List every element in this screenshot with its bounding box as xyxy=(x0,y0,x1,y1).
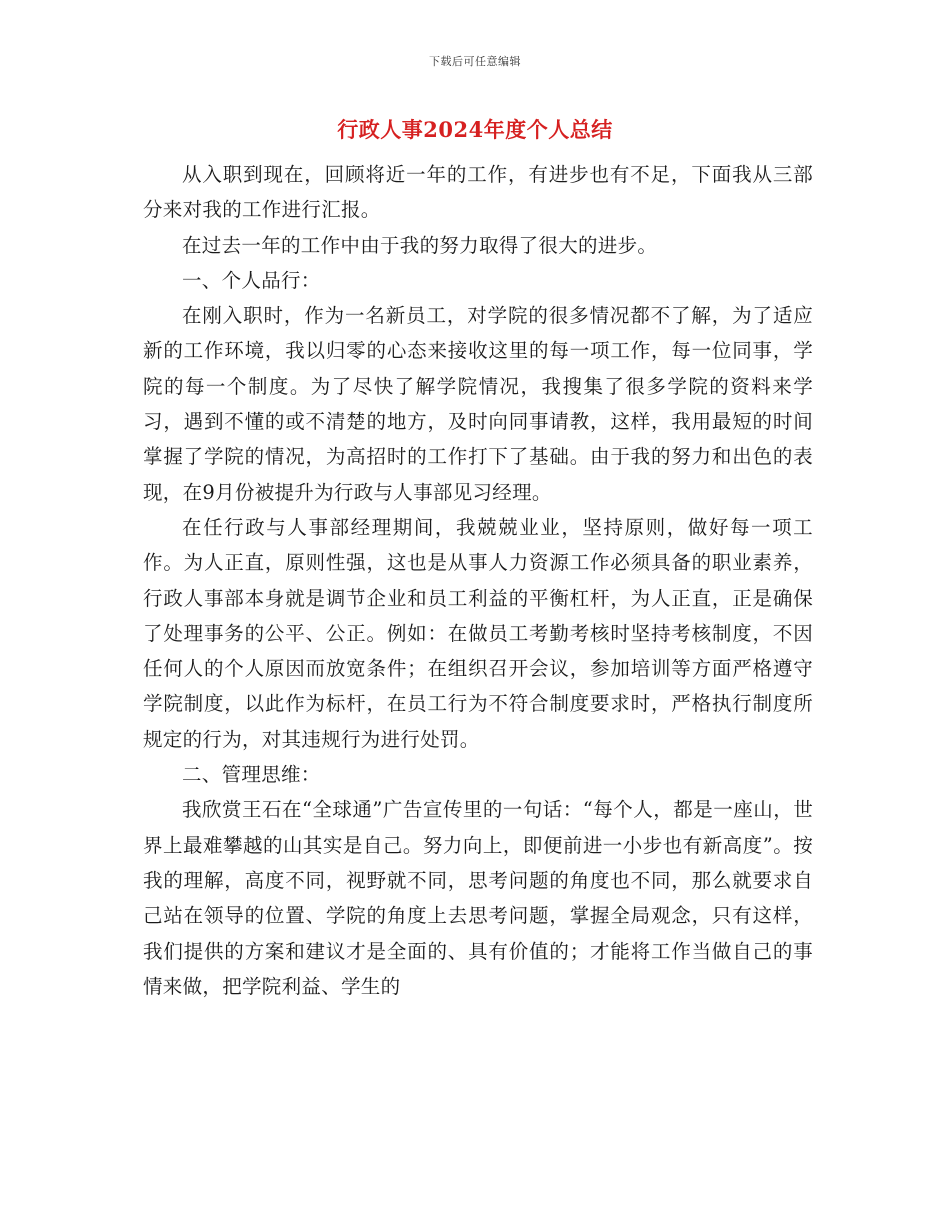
paragraph-intro: 从入职到现在，回顾将近一年的工作，有进步也有不足，下面我从三部分来对我的工作进行汇报。 xyxy=(143,163,813,222)
section-heading-management: 二、管理思维： xyxy=(182,763,321,787)
paragraph-management-1: 我欣赏王石在“全球通”广告宣传里的一句话：“每个人，都是一座山，世界上最难攀越的山其实是自己。努力向上，即便前进一小步也有新高度”。按我的理解，高度不同，视野就不同，思考问题的角度也不同，那么就要求自己站在领导的位置、学院的角度上去思考问题，掌握全局观念，只有这样，我们提供的方案和建议才是全面的、具有价值的；才能将工作当做自己的事情来做，把学院利益、学生的 xyxy=(143,798,813,998)
paragraph-conduct-1: 在刚入职时，作为一名新员工，对学院的很多情况都不了解，为了适应新的工作环境，我以归零的心态来接收这里的每一项工作，每一位同事，学院的每一个制度。为了尽快了解学院情况，我搜集了很多学院的资料来学习，遇到不懂的或不清楚的地方，及时向同事请教，这样，我用最短的时间掌握了学院的情况，为高招时的工作打下了基础。由于我的努力和出色的表现，在9月份被提升为行政与人事部见习经理。 xyxy=(143,304,813,504)
paragraph-progress: 在过去一年的工作中由于我的努力取得了很大的进步。 xyxy=(182,233,658,257)
header-note: 下载后可任意编辑 xyxy=(429,55,521,68)
document-body xyxy=(143,157,813,1004)
paragraph-conduct-2: 在任行政与人事部经理期间，我兢兢业业，坚持原则，做好每一项工作。为人正直，原则性强，这也是从事人力资源工作必须具备的职业素养，行政人事部本身就是调节企业和员工利益的平衡杠杆，为人正直，正是确保了处理事务的公平、公正。例如：在做员工考勤考核时坚持考核制度，不因任何人的个人原因而放宽条件；在组织召开会议，参加培训等方面严格遵守学院制度，以此作为标杆，在员工行为不符合制度要求时，严格执行制度所规定的行为，对其违规行为进行处罚。 xyxy=(143,515,813,751)
document-title: 行政人事2024年度个人总结 xyxy=(337,117,613,142)
section-heading-conduct: 一、个人品行： xyxy=(182,268,321,292)
